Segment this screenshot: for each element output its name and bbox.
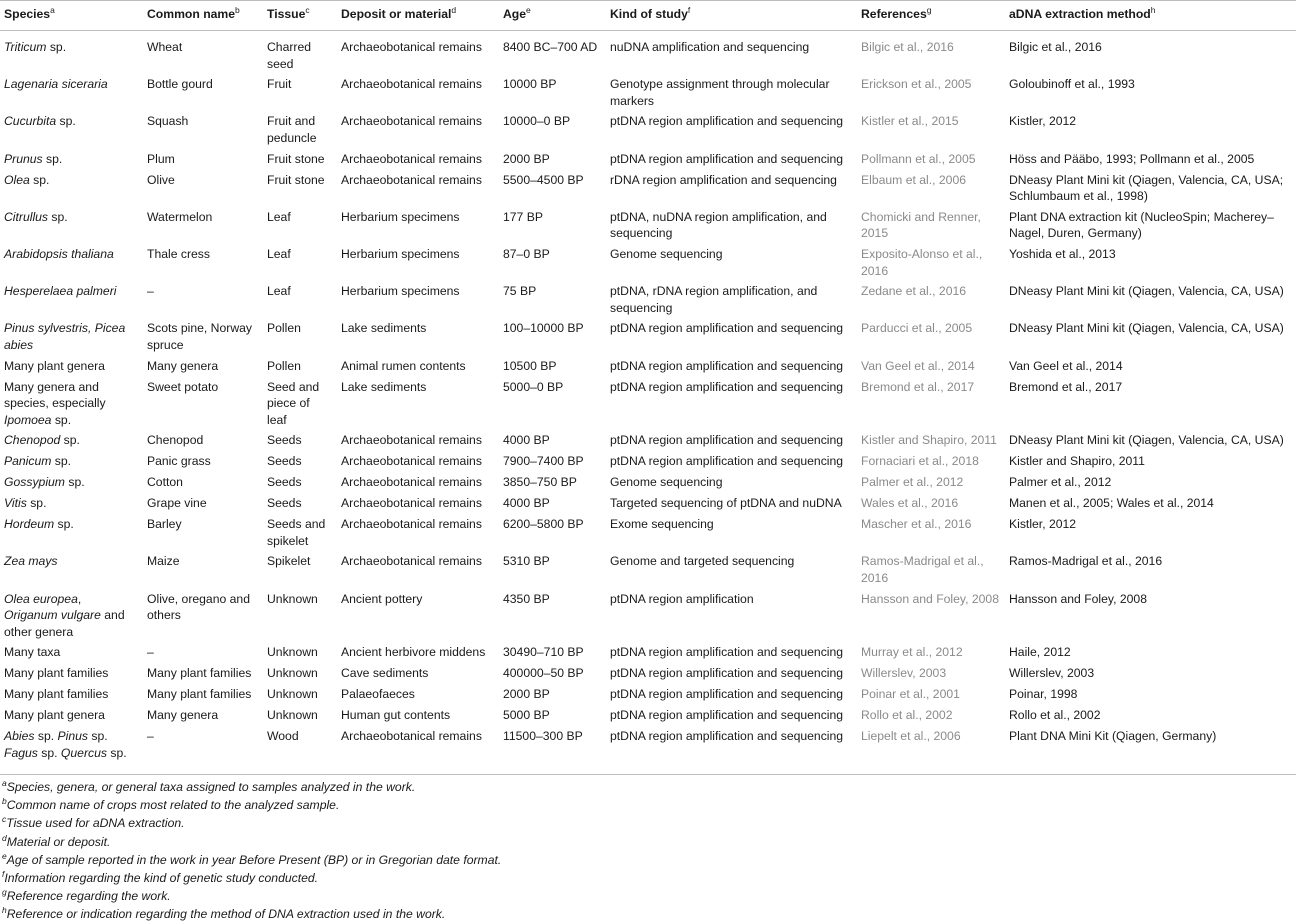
method-cell: Poinar, 1998 [1009, 687, 1078, 702]
age-cell: 2000 BP [503, 151, 550, 166]
age-cell: 177 BP [503, 209, 543, 224]
study-cell: ptDNA region amplification and sequencing [610, 645, 844, 660]
age-cell: 10500 BP [503, 358, 557, 373]
common-cell: Watermelon [147, 209, 213, 224]
species-text: sp. [37, 746, 61, 761]
common-cell: Many plant families [147, 666, 252, 681]
species-cell [0, 472, 143, 493]
ref-cell: Chomicki and Renner, 2015 [861, 209, 981, 241]
common-cell: Grape vine [147, 496, 207, 511]
method-cell: Ramos-Madrigal et al., 2016 [1009, 554, 1163, 569]
study-cell: ptDNA, nuDNA region amplification, and sequencing [610, 209, 827, 241]
species-text: Vitis [4, 496, 27, 511]
study-cell: ptDNA region amplification and sequencing [606, 726, 857, 774]
method-cell: Palmer et al., 2012 [1009, 475, 1112, 490]
deposit-cell: Lake sediments [341, 321, 427, 336]
study-cell: Genotype assignment through molecular markers [610, 77, 830, 108]
footnote-text: Age of sample reported in the work in year Before Present (BP) or in Gregorian date format. [6, 852, 502, 867]
table-row [0, 31, 1296, 75]
tissue-cell: Seed and piece of leaf [267, 379, 320, 427]
tissue-cell: Fruit and peduncle [267, 114, 317, 145]
method-cell: Goloubinoff et al., 1993 [1009, 77, 1135, 92]
table-row [0, 684, 1296, 705]
species-text: sp. [64, 475, 85, 490]
study-cell: nuDNA amplification and sequencing [610, 40, 810, 54]
method-cell: Haile, 2012 [1009, 645, 1071, 660]
species-text: Prunus [4, 151, 43, 166]
species-cell [0, 318, 143, 355]
species-text: Fagus [4, 746, 38, 761]
tissue-cell: Unknown [267, 645, 318, 660]
species-text: Quercus [60, 746, 107, 761]
species-cell [0, 170, 143, 207]
common-cell: Many genera [147, 708, 219, 723]
tissue-cell: Fruit stone [267, 172, 325, 187]
study-cell: ptDNA region amplification and sequencing [610, 454, 844, 469]
common-cell: Squash [147, 114, 189, 129]
tissue-cell: Seeds [267, 496, 302, 511]
ref-cell: Wales et al., 2016 [861, 496, 959, 511]
species-text: Many taxa [4, 645, 61, 660]
tissue-cell: Fruit [267, 77, 292, 92]
footnote-text: Common name of crops most related to the analyzed sample. [6, 798, 340, 813]
species-text: and other genera [4, 608, 125, 639]
method-cell: DNeasy Plant Mini kit (Qiagen, Valencia, CA, USA) [1009, 321, 1284, 336]
table-row [0, 514, 1296, 551]
age-cell: 5310 BP [503, 554, 550, 569]
tissue-cell: Unknown [267, 666, 318, 681]
tissue-cell: Leaf [267, 246, 291, 261]
footnote-text: Material or deposit. [6, 834, 111, 849]
ref-cell: Liepelt et al., 2006 [857, 726, 1005, 774]
species-text: Ipomoea [4, 412, 52, 427]
table-row [0, 705, 1296, 726]
age-cell: 75 BP [503, 284, 537, 299]
table-row [0, 726, 1296, 774]
common-cell: – [147, 645, 154, 660]
tissue-cell: Seeds [267, 475, 302, 490]
deposit-cell: Archaeobotanical remains [337, 726, 499, 774]
species-text: Zea mays [4, 554, 58, 569]
species-text: sp. [54, 517, 74, 532]
species-text: Arabidopsis thaliana [4, 246, 114, 261]
species-cell [0, 207, 143, 244]
footnote [2, 905, 1292, 923]
common-cell: Plum [147, 151, 175, 166]
table-row [0, 170, 1296, 207]
header-references: References$^g$ [857, 1, 1005, 31]
ref-cell: Erickson et al., 2005 [861, 77, 972, 92]
method-cell: Manen et al., 2005; Wales et al., 2014 [1009, 496, 1214, 511]
common-cell: Panic grass [147, 454, 211, 469]
species-text: sp. [60, 433, 80, 448]
tissue-cell: Pollen [267, 358, 301, 373]
footnote-marker: c [2, 814, 7, 825]
ref-cell: Kistler et al., 2015 [861, 114, 959, 129]
table-row [0, 149, 1296, 170]
ref-cell: Zedane et al., 2016 [861, 284, 967, 299]
study-cell: rDNA region amplification and sequencing [610, 172, 837, 187]
header-tissue: Tissue$^c$ [263, 1, 337, 31]
age-cell: 87–0 BP [503, 246, 550, 261]
species-text: sp. [46, 40, 67, 54]
species-text: sp. [29, 172, 50, 187]
deposit-cell: Ancient pottery [341, 591, 423, 606]
method-cell: Kistler and Shapiro, 2011 [1009, 454, 1145, 469]
species-text: Cucurbita [4, 114, 57, 129]
table-row [0, 356, 1296, 377]
species-text: Citrullus [4, 209, 49, 224]
header-age: Age$^e$ [499, 1, 606, 31]
common-cell: Thale cress [147, 246, 210, 261]
study-cell: ptDNA region amplification and sequencing [610, 687, 844, 702]
study-cell: ptDNA region amplification and sequencing [610, 666, 844, 681]
species-cell [0, 430, 143, 451]
ref-cell: Bremond et al., 2017 [861, 379, 975, 394]
deposit-cell: Herbarium specimens [341, 246, 460, 261]
study-cell: ptDNA region amplification and sequencing [610, 321, 844, 336]
species-cell [0, 705, 143, 726]
age-cell: 3850–750 BP [503, 475, 577, 490]
ref-cell: Bilgic et al., 2016 [861, 40, 954, 54]
deposit-cell: Archaeobotanical remains [341, 454, 482, 469]
species-cell [0, 244, 143, 281]
deposit-cell: Archaeobotanical remains [341, 172, 482, 187]
deposit-cell: Ancient herbivore middens [341, 645, 486, 660]
species-cell [0, 684, 143, 705]
table-row [0, 451, 1296, 472]
species-cell [0, 451, 143, 472]
age-cell: 4000 BP [503, 496, 550, 511]
species-cell [0, 74, 143, 111]
tissue-cell: Charred seed [267, 40, 312, 71]
common-cell: Olive [147, 172, 175, 187]
age-cell: 8400 BC–700 AD [503, 40, 598, 54]
species-text: Many plant genera [4, 708, 105, 723]
method-cell: Bremond et al., 2017 [1009, 379, 1123, 394]
species-text: Lagenaria siceraria [4, 77, 108, 92]
method-cell: Höss and Pääbo, 1993; Pollmann et al., 2005 [1009, 151, 1255, 166]
tissue-cell: Unknown [267, 591, 318, 606]
species-text: Many plant genera [4, 358, 105, 373]
common-cell: Olive, oregano and others [147, 591, 250, 623]
species-cell [0, 356, 143, 377]
age-cell: 400000–50 BP [503, 666, 584, 681]
table-footnotes [2, 778, 1292, 924]
table-row [0, 244, 1296, 281]
deposit-cell: Palaeofaeces [341, 687, 415, 702]
table-body [0, 31, 1296, 775]
ref-cell: Mascher et al., 2016 [861, 517, 972, 532]
common-cell: Bottle gourd [147, 77, 213, 92]
species-cell [0, 111, 143, 148]
age-cell: 6200–5800 BP [503, 517, 584, 532]
tissue-cell: Unknown [267, 708, 318, 723]
species-cell [0, 493, 143, 514]
footnote-marker: f [2, 869, 5, 880]
species-cell [0, 377, 143, 431]
method-cell: DNeasy Plant Mini kit (Qiagen, Valencia, CA, USA; Schlumbaum et al., 1998) [1009, 172, 1284, 204]
age-cell: 7900–7400 BP [503, 454, 584, 469]
table-header-row [0, 1, 1296, 31]
ref-cell: Exposito-Alonso et al., 2016 [861, 246, 983, 278]
age-cell: 2000 BP [503, 687, 550, 702]
study-cell: ptDNA region amplification [610, 591, 754, 606]
tissue-cell: Pollen [267, 321, 301, 336]
table-row [0, 318, 1296, 355]
footnote-marker: b [2, 796, 7, 807]
ref-cell: Poinar et al., 2001 [861, 687, 960, 702]
deposit-cell: Archaeobotanical remains [341, 475, 482, 490]
deposit-cell: Lake sediments [341, 379, 427, 394]
species-text: sp. [56, 114, 76, 129]
study-cell: ptDNA region amplification and sequencing [610, 379, 844, 394]
species-text: sp. [34, 729, 58, 744]
table-row [0, 472, 1296, 493]
ref-cell: Van Geel et al., 2014 [861, 358, 975, 373]
header-kind-of-study: Kind of study$^f$ [606, 1, 857, 31]
study-cell: ptDNA region amplification and sequencing [610, 708, 844, 723]
species-text: sp. [106, 746, 127, 761]
deposit-cell: Archaeobotanical remains [341, 77, 482, 92]
deposit-cell: Cave sediments [341, 666, 429, 681]
species-text: sp. [48, 209, 68, 224]
common-cell: Scots pine, Norway spruce [147, 321, 252, 352]
tissue-cell: Unknown [267, 687, 318, 702]
age-cell: 10000–0 BP [503, 114, 571, 129]
tissue-cell: Leaf [267, 209, 291, 224]
footnote-marker: a [2, 778, 7, 788]
age-cell: 30490–710 BP [503, 645, 584, 660]
study-cell: ptDNA region amplification and sequencing [610, 114, 844, 129]
footnote-text: Reference regarding the work. [6, 889, 171, 904]
deposit-cell: Archaeobotanical remains [341, 40, 482, 54]
method-cell: Plant DNA extraction kit (NucleoSpin; Macherey–Nagel, Duren, Germany) [1009, 209, 1274, 241]
common-cell: – [147, 284, 154, 299]
species-text: Hesperelaea palmeri [4, 284, 117, 299]
method-cell: Yoshida et al., 2013 [1009, 246, 1116, 261]
species-text: sp. [26, 496, 47, 511]
common-cell: Cotton [147, 475, 183, 490]
footnote-text: Reference or indication regarding the method of DNA extraction used in the work. [6, 907, 446, 922]
deposit-cell: Human gut contents [341, 708, 451, 723]
deposit-cell: Archaeobotanical remains [341, 433, 482, 448]
species-text: Panicum [4, 454, 52, 469]
table-row [0, 493, 1296, 514]
tissue-cell: Spikelet [267, 554, 311, 569]
table-row [0, 111, 1296, 148]
age-cell: 4000 BP [503, 433, 550, 448]
study-cell: ptDNA region amplification and sequencing [610, 358, 844, 373]
age-cell: 5000 BP [503, 708, 550, 723]
species-cell [0, 726, 143, 774]
footnote-marker: e [2, 850, 7, 861]
table-row [0, 663, 1296, 684]
ref-cell: Rollo et al., 2002 [861, 708, 953, 723]
method-cell: Rollo et al., 2002 [1009, 708, 1101, 723]
study-cell: ptDNA region amplification and sequencing [610, 433, 844, 448]
footnote [2, 778, 1292, 796]
species-text: Olea europea [4, 591, 78, 606]
table-row [0, 74, 1296, 111]
species-text: Chenopod [4, 433, 61, 448]
method-cell: DNeasy Plant Mini kit (Qiagen, Valencia, CA, USA) [1009, 284, 1284, 299]
table-row [0, 589, 1296, 643]
deposit-cell: Archaeobotanical remains [341, 554, 482, 569]
species-text: Many plant families [4, 687, 109, 702]
header-deposit: Deposit or material$^d$ [337, 1, 499, 31]
study-cell: Exome sequencing [610, 517, 714, 532]
species-text: Pinus [57, 729, 89, 744]
deposit-cell: Herbarium specimens [341, 284, 460, 299]
species-cell [0, 31, 143, 75]
table-row [0, 551, 1296, 588]
species-text: Gossypium [4, 475, 65, 490]
method-cell: Kistler, 2012 [1009, 114, 1077, 129]
table-row [0, 642, 1296, 663]
study-cell: Genome sequencing [610, 475, 723, 490]
table-row [0, 207, 1296, 244]
table-row [0, 430, 1296, 451]
ref-cell: Ramos-Madrigal et al., 2016 [861, 554, 984, 586]
species-text: sp. [51, 454, 72, 469]
ref-cell: Fornaciari et al., 2018 [861, 454, 979, 469]
table-row [0, 281, 1296, 318]
ref-cell: Kistler and Shapiro, 2011 [861, 433, 997, 448]
age-cell: 11500–300 BP [499, 726, 606, 774]
method-cell: Van Geel et al., 2014 [1009, 358, 1123, 373]
species-text: Pinus sylvestris, Picea abies [4, 321, 126, 352]
age-cell: 100–10000 BP [503, 321, 584, 336]
ref-cell: Elbaum et al., 2006 [861, 172, 967, 187]
deposit-cell: Archaeobotanical remains [341, 151, 482, 166]
deposit-cell: Animal rumen contents [341, 358, 466, 373]
age-cell: 5500–4500 BP [503, 172, 584, 187]
species-text: Triticum [4, 40, 47, 54]
footnote-text: Information regarding the kind of genetic study conducted. [4, 871, 319, 886]
tissue-cell: Leaf [267, 284, 291, 299]
deposit-cell: Archaeobotanical remains [341, 114, 482, 129]
species-text: sp. [42, 151, 63, 166]
age-cell: 10000 BP [503, 77, 557, 92]
footnote [2, 814, 1292, 832]
common-cell: Wheat [147, 40, 183, 54]
common-cell: Many genera [147, 358, 219, 373]
deposit-cell: Archaeobotanical remains [341, 496, 482, 511]
footnote-text: Tissue used for aDNA extraction. [6, 816, 185, 831]
deposit-cell: Archaeobotanical remains [341, 517, 482, 532]
species-cell [0, 551, 143, 588]
tissue-cell: Seeds [267, 433, 302, 448]
species-text: Hordeum [4, 517, 55, 532]
header-species: Species$^a$ [0, 1, 143, 31]
tissue-cell: Seeds and spikelet [267, 517, 326, 548]
tissue-cell: Seeds [267, 454, 302, 469]
species-text: Abies [4, 729, 35, 744]
species-cell [0, 663, 143, 684]
deposit-cell: Herbarium specimens [341, 209, 460, 224]
species-text: sp. [88, 729, 108, 744]
method-cell: Kistler, 2012 [1009, 517, 1077, 532]
method-cell: Bilgic et al., 2016 [1009, 40, 1102, 54]
ref-cell: Pollmann et al., 2005 [861, 151, 976, 166]
study-cell: ptDNA, rDNA region amplification, and sequencing [610, 284, 818, 315]
ref-cell: Parducci et al., 2005 [861, 321, 973, 336]
species-text: Origanum vulgare [4, 608, 101, 623]
footnote [2, 869, 1292, 887]
ref-cell: Willerslev, 2003 [861, 666, 947, 681]
species-text: , [77, 591, 82, 606]
footnote-text: Species, genera, or general taxa assigned to samples analyzed in the work. [6, 780, 416, 794]
species-text: Many genera and species, especially [4, 379, 106, 411]
species-cell [0, 589, 143, 643]
study-cell: Genome sequencing [610, 246, 723, 261]
species-cell [0, 642, 143, 663]
footnote [2, 887, 1292, 905]
species-text: Many plant families [4, 666, 109, 681]
method-cell: Hansson and Foley, 2008 [1009, 591, 1147, 606]
study-cell: Genome and targeted sequencing [610, 554, 795, 569]
common-cell: Many plant families [147, 687, 252, 702]
table-row [0, 377, 1296, 431]
common-cell: Maize [147, 554, 180, 569]
common-cell: Sweet potato [147, 379, 219, 394]
species-text: Olea [4, 172, 30, 187]
method-cell: Willerslev, 2003 [1009, 666, 1095, 681]
age-cell: 5000–0 BP [503, 379, 564, 394]
species-text: sp. [51, 412, 72, 427]
study-cell: ptDNA region amplification and sequencing [610, 151, 844, 166]
ref-cell: Palmer et al., 2012 [861, 475, 964, 490]
common-cell: – [143, 726, 263, 774]
common-cell: Chenopod [147, 433, 204, 448]
tissue-cell: Wood [263, 726, 337, 774]
study-cell: Targeted sequencing of ptDNA and nuDNA [610, 496, 842, 511]
species-cell [0, 281, 143, 318]
species-cell [0, 149, 143, 170]
common-cell: Barley [147, 517, 182, 532]
footnote [2, 833, 1292, 851]
age-cell: 4350 BP [503, 591, 550, 606]
footnote-marker: d [2, 832, 7, 843]
method-cell: Plant DNA Mini Kit (Qiagen, Germany) [1005, 726, 1296, 774]
header-extraction-method: aDNA extraction method$^h$ [1005, 1, 1296, 31]
footnote-marker: h [2, 905, 7, 916]
footnote [2, 796, 1292, 814]
ref-cell: Murray et al., 2012 [861, 645, 963, 660]
species-cell [0, 514, 143, 551]
ref-cell: Hansson and Foley, 2008 [861, 591, 999, 606]
method-cell: DNeasy Plant Mini kit (Qiagen, Valencia, CA, USA) [1009, 433, 1284, 448]
footnote-marker: g [2, 887, 7, 898]
header-common-name: Common name$^b$ [143, 1, 263, 31]
footnote [2, 851, 1292, 869]
tissue-cell: Fruit stone [267, 151, 325, 166]
